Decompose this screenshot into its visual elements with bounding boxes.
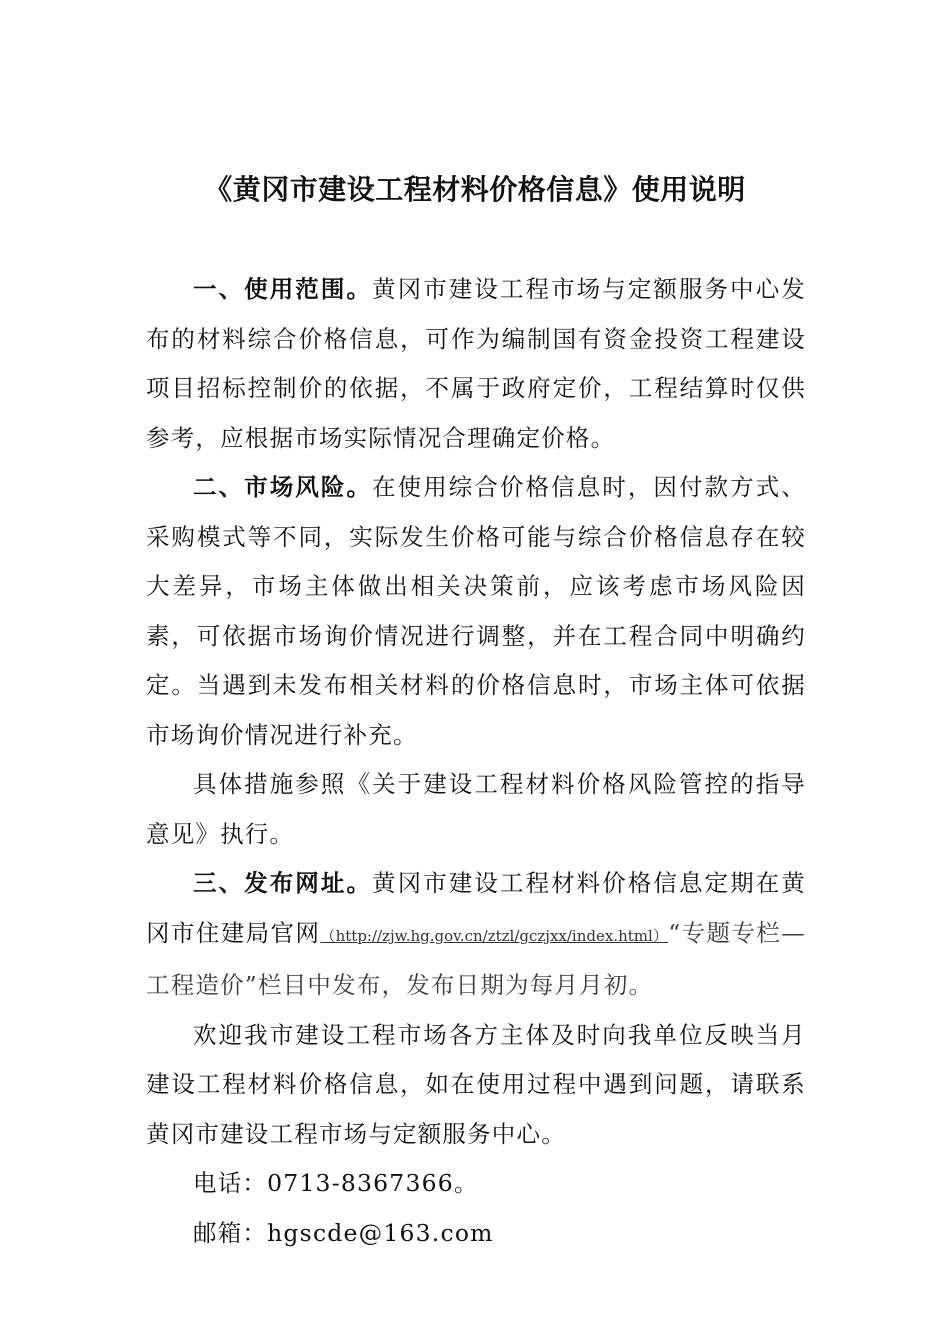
section-text-after: “专题专栏—工程造价”栏目中发布，发布日期为每月月初。	[146, 918, 806, 999]
section-text: 黄冈市建设工程市场与定额服务中心发布的材料综合价格信息，可作为编制国有资金投资工程建设项目招标控制价的依据，不属于政府定价，工程结算时仅供参考，应根据市场实际情况合理确定价格。	[146, 275, 806, 452]
section-note: 具体措施参照《关于建设工程材料价格风险管控的指导意见》执行。	[146, 770, 806, 848]
document-body	[146, 265, 806, 1258]
section-usage-scope	[146, 265, 806, 463]
section-heading: 一、使用范围。	[193, 275, 373, 303]
contact-phone: 电话：0713-8367366。	[193, 1169, 479, 1197]
section-heading: 三、发布网址。	[193, 869, 373, 897]
document-title: 《黄冈市建设工程材料价格信息》使用说明	[204, 173, 746, 206]
section-market-risk	[146, 463, 806, 760]
section-text: 在使用综合价格信息时，因付款方式、采购模式等不同，实际发生价格可能与综合价格信息存在较大差异，市场主体做出相关决策前，应该考虑市场风险因素，可依据市场询价情况进行调整，并在工程合同中明确约定。当遇到未发布相关材料的价格信息时，市场主体可依据市场询价情况进行补充。	[146, 473, 806, 749]
section-text: 黄冈市建设工程材料价格信息定期在黄冈市住建局官网	[146, 869, 806, 947]
closing-paragraph: 欢迎我市建设工程市场各方主体及时向我单位反映当月建设工程材料价格信息，如在使用过程中遇到问题，请联系黄冈市建设工程市场与定额服务中心。	[146, 1020, 806, 1148]
section-heading: 二、市场风险。	[193, 473, 373, 501]
website-link[interactable]: （http://zjw.hg.gov.cn/ztzl/gczjxx/index.html）	[320, 926, 669, 945]
section-publish-site	[146, 859, 806, 1011]
contact-email: 邮箱：hgscde@163.com	[193, 1218, 494, 1247]
